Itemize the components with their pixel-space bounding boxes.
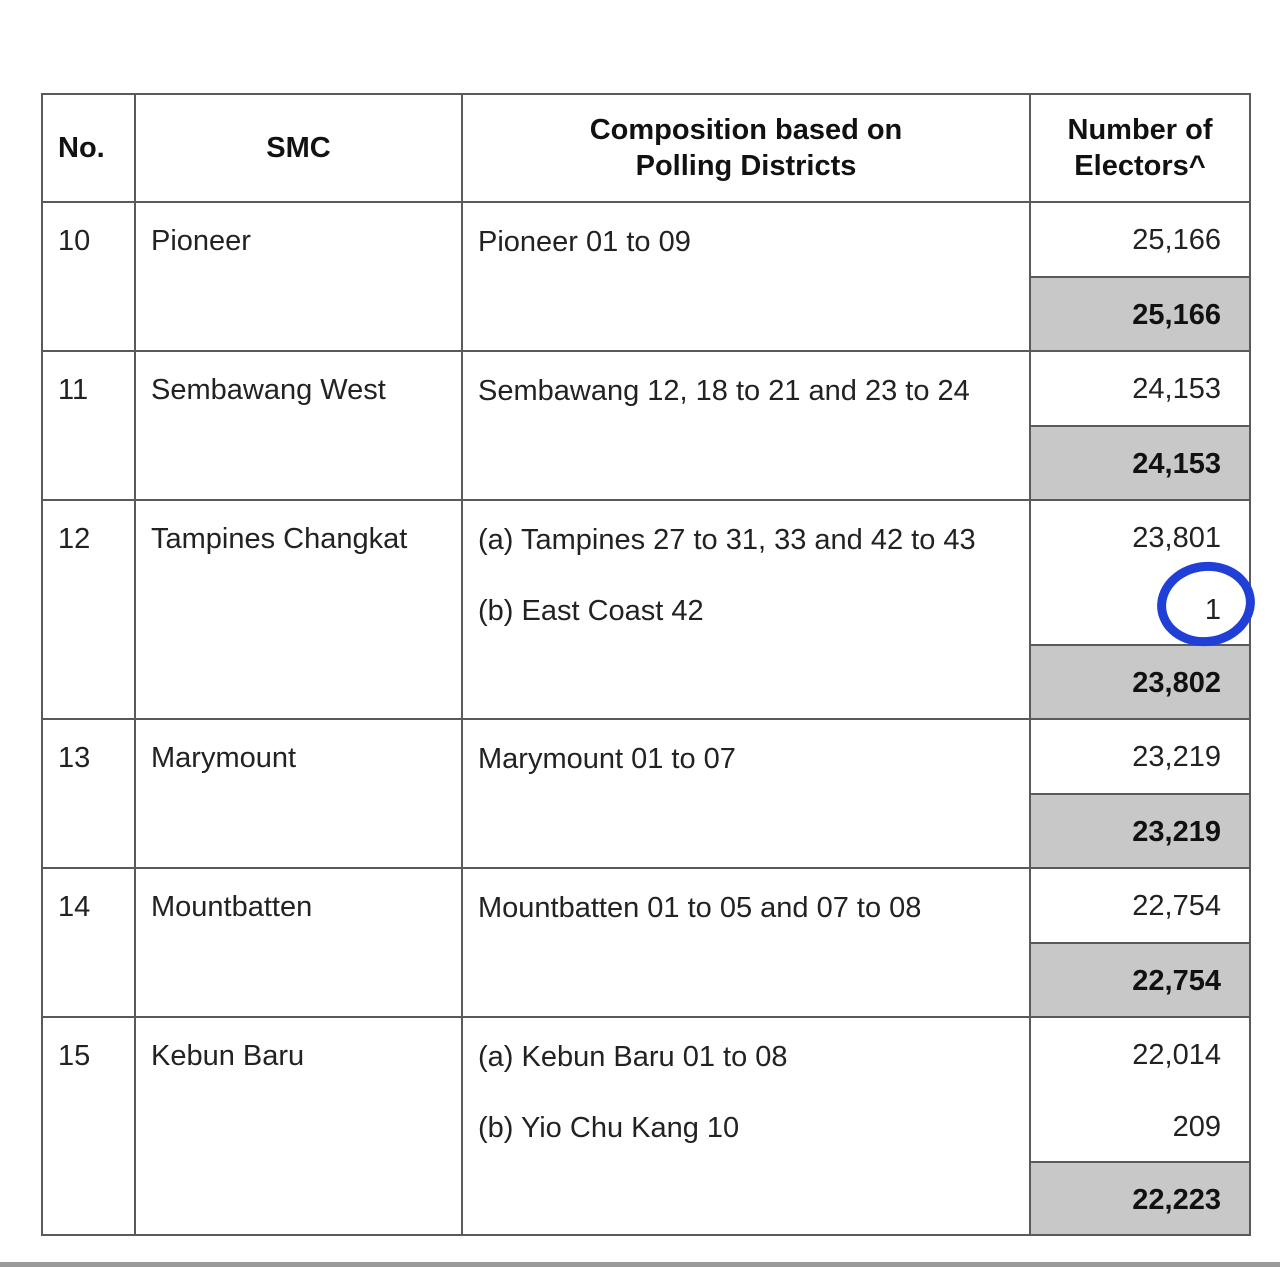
row-smc: Kebun Baru xyxy=(135,1017,462,1235)
smc-table xyxy=(41,93,1251,1236)
table-row xyxy=(42,351,1250,500)
electors-value: 22,754 xyxy=(1132,890,1221,922)
row-smc: Marymount xyxy=(135,719,462,868)
electors-total: 24,153 xyxy=(1031,425,1249,499)
composition-line: Marymount 01 to 07 xyxy=(478,743,736,775)
electors-value: 22,014 xyxy=(1132,1039,1221,1071)
row-no: 14 xyxy=(42,868,135,1017)
row-electors xyxy=(1030,719,1250,868)
electors-total: 25,166 xyxy=(1031,276,1249,350)
row-composition xyxy=(462,202,1030,351)
electors-value: 25,166 xyxy=(1132,224,1221,256)
composition-line: (b) East Coast 42 xyxy=(478,595,704,627)
table-row xyxy=(42,500,1250,719)
row-smc: Tampines Changkat xyxy=(135,500,462,719)
header-smc: SMC xyxy=(135,94,462,202)
row-composition xyxy=(462,351,1030,500)
header-composition-line: Polling Districts xyxy=(635,150,857,182)
row-no: 13 xyxy=(42,719,135,868)
row-electors xyxy=(1030,500,1250,719)
row-electors xyxy=(1030,202,1250,351)
electors-total: 23,802 xyxy=(1031,644,1249,718)
header-electors xyxy=(1030,94,1250,202)
composition-line: (a) Tampines 27 to 31, 33 and 42 to 43 xyxy=(478,524,976,556)
electors-value: 1 xyxy=(1204,594,1221,626)
composition-line: (b) Yio Chu Kang 10 xyxy=(478,1112,740,1144)
row-smc: Mountbatten xyxy=(135,868,462,1017)
row-composition xyxy=(462,500,1030,719)
page-bottom-divider xyxy=(0,1262,1280,1267)
header-composition xyxy=(462,94,1030,202)
row-electors xyxy=(1030,1017,1250,1235)
header-electors-line: Number of xyxy=(1067,114,1213,146)
electors-total: 23,219 xyxy=(1031,793,1249,867)
row-electors xyxy=(1030,868,1250,1017)
table-row xyxy=(42,868,1250,1017)
header-no: No. xyxy=(42,94,135,202)
header-electors-line: Electors^ xyxy=(1074,150,1206,182)
electors-value: 209 xyxy=(1172,1111,1221,1143)
row-no: 11 xyxy=(42,351,135,500)
electors-total: 22,754 xyxy=(1031,942,1249,1016)
row-smc: Sembawang West xyxy=(135,351,462,500)
header-row xyxy=(42,94,1250,202)
electors-total: 22,223 xyxy=(1031,1161,1249,1234)
row-smc: Pioneer xyxy=(135,202,462,351)
electors-value: 24,153 xyxy=(1132,373,1221,405)
electors-value: 23,219 xyxy=(1132,741,1221,773)
header-composition-line: Composition based on xyxy=(589,114,903,146)
table-row xyxy=(42,719,1250,868)
row-no: 12 xyxy=(42,500,135,719)
table-row xyxy=(42,1017,1250,1235)
composition-line: Mountbatten 01 to 05 and 07 to 08 xyxy=(478,892,922,924)
smc-table-container xyxy=(41,93,1249,1236)
row-composition xyxy=(462,1017,1030,1235)
row-no: 15 xyxy=(42,1017,135,1235)
composition-line: Pioneer 01 to 09 xyxy=(478,226,691,258)
row-no: 10 xyxy=(42,202,135,351)
row-composition xyxy=(462,868,1030,1017)
table-row xyxy=(42,202,1250,351)
composition-line: (a) Kebun Baru 01 to 08 xyxy=(478,1041,788,1073)
composition-line: Sembawang 12, 18 to 21 and 23 to 24 xyxy=(478,375,970,407)
electors-value: 23,801 xyxy=(1132,522,1221,554)
row-composition xyxy=(462,719,1030,868)
row-electors xyxy=(1030,351,1250,500)
